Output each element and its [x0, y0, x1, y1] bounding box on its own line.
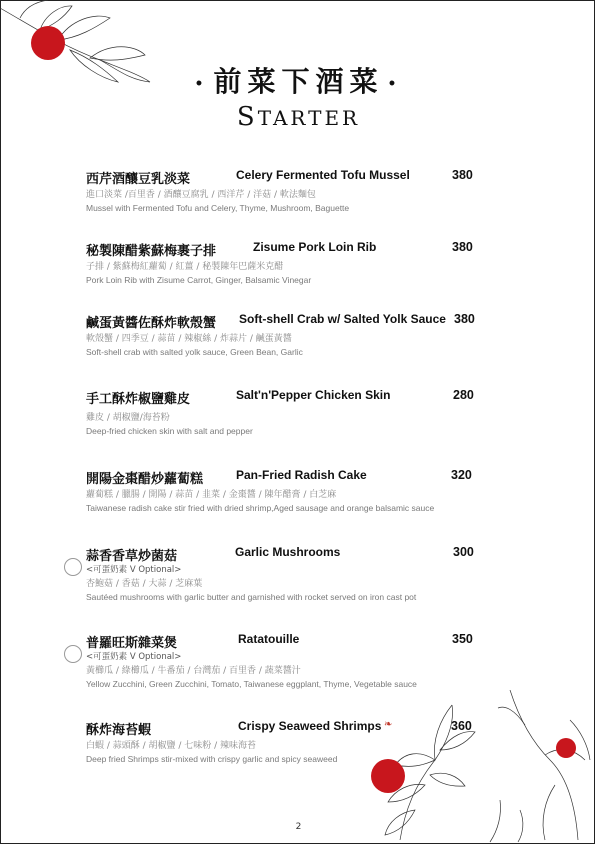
item-ingredients-zh: 黃櫛瓜 / 綠櫛瓜 / 牛番茄 / 台灣茄 / 百里香 / 蔬菜醬汁 — [86, 666, 301, 676]
item-name-en: Crispy Seaweed Shrimps — [238, 719, 382, 733]
item-description-en: Deep-fried chicken skin with salt and pepper — [86, 426, 253, 436]
item-description-en: Sautéed mushrooms with garlic butter and garnished with rocket served on iron cast pot — [86, 592, 417, 602]
item-name-zh: 開陽金棗醋炒蘿蔔糕 — [86, 472, 204, 487]
item-name-en: Soft-shell Crab w/ Salted Yolk Sauce — [239, 312, 446, 326]
red-circle-icon — [371, 759, 405, 793]
item-price: 380 — [452, 240, 473, 254]
item-ingredients-zh: 白蝦 / 蒜頭酥 / 胡椒鹽 / 七味粉 / 辣味海苔 — [86, 741, 257, 751]
menu-item — [86, 632, 486, 689]
item-ingredients-zh: 杏鮑菇 / 香菇 / 大蒜 / 芝麻葉 — [86, 579, 203, 589]
item-ingredients-zh: 蘿蔔糕 / 臘腸 / 開陽 / 蒜苗 / 韭菜 / 金棗醬 / 陳年醋膏 / 白芝麻 — [86, 490, 337, 500]
item-description-en: Soft-shell crab with salted yolk sauce, Green Bean, Garlic — [86, 347, 303, 357]
item-description-en: Mussel with Fermented Tofu and Celery, Thyme, Mushroom, Baguette — [86, 203, 350, 213]
item-name-en: Salt'n'Pepper Chicken Skin — [236, 388, 391, 402]
item-name-zh: 普羅旺斯雜菜煲 — [86, 636, 178, 651]
item-name-en: Zisume Pork Loin Rib — [253, 240, 377, 254]
item-ingredients-zh: 子排 / 紫蘇梅紅蘿蔔 / 紅薑 / 秘製陳年巴薩米克醋 — [86, 262, 284, 272]
item-ingredients-zh: 軟殼蟹 / 四季豆 / 蒜苗 / 辣椒絲 / 炸蒜片 / 鹹蛋黃醬 — [86, 334, 292, 344]
item-price: 300 — [453, 545, 474, 559]
menu-item — [86, 468, 486, 513]
item-name-en: Celery Fermented Tofu Mussel — [236, 168, 410, 182]
item-price: 280 — [453, 388, 474, 402]
item-name-en: Ratatouille — [238, 632, 300, 646]
vegetarian-icon — [64, 645, 82, 663]
red-circle-icon — [556, 738, 576, 758]
item-price: 380 — [452, 168, 473, 182]
page-number: 2 — [295, 822, 302, 832]
chili-icon: ❧ — [384, 719, 393, 730]
menu-item — [86, 168, 486, 213]
item-description-en: Pork Loin Rib with Zisume Carrot, Ginger, Balsamic Vinegar — [86, 275, 312, 285]
vegetarian-note: <可蛋奶素 V Optional> — [86, 565, 182, 575]
page-subtitle: STARTER — [236, 102, 361, 132]
item-price: 320 — [451, 468, 472, 482]
menu-item — [86, 388, 486, 436]
item-ingredients-zh: 進口淡菜 /百里香 / 酒釀豆腐乳 / 西洋芹 / 洋菇 / 軟法麵包 — [86, 190, 316, 200]
menu-item — [86, 312, 486, 357]
item-name-zh: 手工酥炸椒鹽雞皮 — [86, 392, 191, 407]
item-ingredients-zh: 雞皮 / 胡椒鹽/海苔粉 — [86, 413, 170, 423]
item-description-en: Yellow Zucchini, Green Zucchini, Tomato, Taiwanese eggplant, Thyme, Vegetable sauce — [86, 679, 417, 689]
item-name-en: Pan-Fried Radish Cake — [236, 468, 367, 482]
item-name-en: Garlic Mushrooms — [235, 545, 341, 559]
item-name-zh: 秘製陳醋紫蘇梅裹子排 — [86, 244, 217, 259]
vegetarian-note: <可蛋奶素 V Optional> — [86, 652, 182, 662]
menu-header — [0, 60, 597, 132]
item-name-zh: 酥炸海苔蝦 — [86, 723, 152, 738]
item-name-zh: 蒜香香草炒菌菇 — [86, 549, 178, 564]
menu-item — [86, 240, 486, 285]
item-price: 350 — [452, 632, 473, 646]
red-circle-icon — [31, 26, 65, 60]
item-name-zh: 鹹蛋黃醬佐酥炸軟殼蟹 — [86, 316, 217, 331]
vegetarian-icon — [64, 558, 82, 576]
item-name-zh: 西芹酒釀豆乳淡菜 — [86, 172, 191, 187]
menu-item — [86, 545, 486, 602]
page-title: • 前菜下酒菜 • — [194, 65, 403, 98]
item-description-en: Deep fried Shrimps stir-mixed with crispy garlic and spicy seaweed — [86, 754, 338, 764]
item-price: 360 — [451, 719, 472, 733]
item-price: 380 — [454, 312, 475, 326]
item-description-en: Taiwanese radish cake stir fried with dried shrimp,Aged sausage and orange balsamic sauce — [86, 503, 435, 513]
